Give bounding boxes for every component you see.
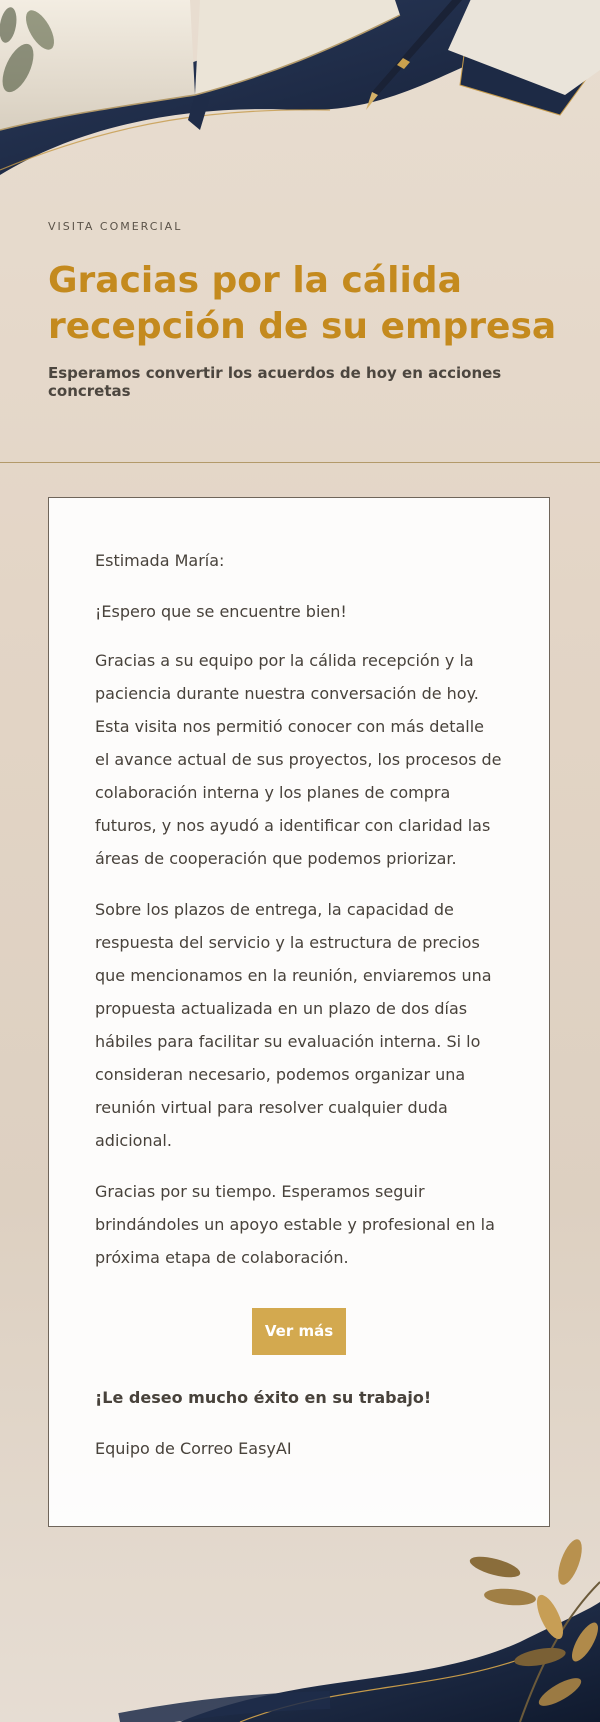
greeting: ¡Espero que se encuentre bien! [95, 602, 347, 621]
body-paragraph: Sobre los plazos de entrega, la capacidad de respuesta del servicio y la estructura de precios que mencionamos en la reunión, enviaremos una propuesta actualizada en un plazo de dos días hábiles para facilitar su evaluación interna. Si lo consideran necesario, podemos organizar una reunión virtual para resolver cualquier duda adicional. [95, 900, 492, 1150]
body-paragraph: Gracias por su tiempo. Esperamos seguir brindándoles un apoyo estable y profesional en la próxima etapa de colaboración. [95, 1182, 495, 1267]
letter-card [48, 497, 550, 1527]
envelope-icon [448, 0, 600, 115]
header-illustration [0, 0, 600, 190]
salutation: Estimada María: [95, 551, 225, 570]
see-more-button[interactable]: Ver más [252, 1308, 346, 1355]
eyebrow-label: VISITA COMERCIAL [48, 220, 183, 233]
page-subtitle: Esperamos convertir los acuerdos de hoy en acciones concretas [48, 364, 502, 400]
page-title: Gracias por la cálida recepción de su empresa [48, 260, 557, 347]
closing-line: ¡Le deseo mucho éxito en su trabajo! [95, 1388, 432, 1407]
header-divider [0, 462, 600, 463]
body-paragraph: Gracias a su equipo por la cálida recepción y la paciencia durante nuestra conversación de hoy. Esta visita nos permitió conocer con más detalle el avance actual de sus proyectos, los procesos de colaboración interna y los planes de compra futuros, y nos ayudó a identificar con claridad las áreas de cooperación que podemos priorizar. [95, 651, 502, 868]
signature: Equipo de Correo EasyAI [95, 1439, 292, 1458]
cta-row [95, 1308, 503, 1355]
footer-illustration [0, 1522, 600, 1722]
